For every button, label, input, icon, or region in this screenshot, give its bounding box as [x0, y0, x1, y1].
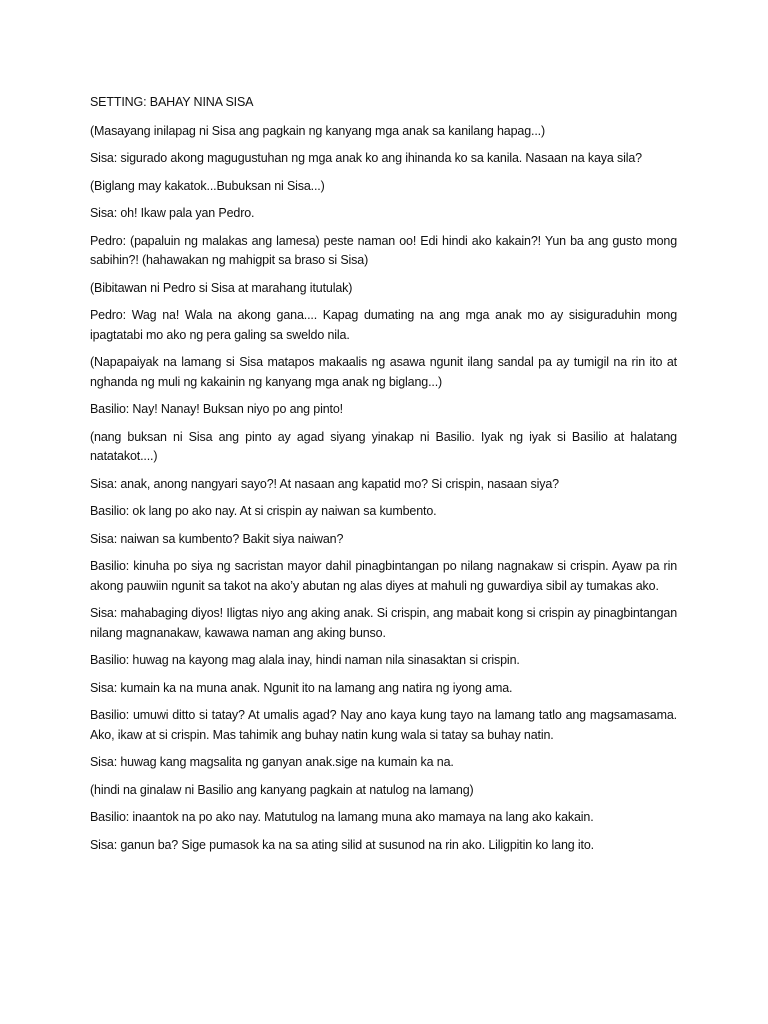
dialogue-line: Basilio: Nay! Nanay! Buksan niyo po ang pinto! [90, 402, 343, 416]
dialogue-line: Pedro: Wag na! Wala na akong gana.... Kapag dumating na ang mga anak mo ay sisiguraduhin mong ipagtatabi mo ako ng pera galing sa sweldo nila. [90, 308, 677, 342]
dialogue-line: Sisa: oh! Ikaw pala yan Pedro. [90, 206, 255, 220]
stage-direction: (Napapaiyak na lamang si Sisa matapos makaalis ng asawa ngunit ilang sandal pa ay tumigil na rin ito at nghanda ng muli ng kakainin ng kanyang mga anak ng biglang...) [90, 355, 677, 389]
dialogue-line: Basilio: ok lang po ako nay. At si crispin ay naiwan sa kumbento. [90, 504, 437, 518]
stage-direction: (Bibitawan ni Pedro si Sisa at marahang itutulak) [90, 280, 353, 295]
setting-heading: SETTING: BAHAY NINA SISA [90, 95, 254, 109]
stage-direction: (hindi na ginalaw ni Basilio ang kanyang pagkain at natulog na lamang) [90, 782, 474, 797]
stage-direction: (Masayang inilapag ni Sisa ang pagkain ng kanyang mga anak sa kanilang hapag...) [90, 123, 545, 138]
dialogue-line: Basilio: inaantok na po ako nay. Matutulog na lamang muna ako mamaya na lang ako kakain. [90, 810, 594, 824]
dialogue-line: Sisa: naiwan sa kumbento? Bakit siya naiwan? [90, 531, 344, 546]
dialogue-line: Sisa: mahabaging diyos! Iligtas niyo ang aking anak. Si crispin, ang mabait kong si crispin ay pinagbintangan nilang magnanakaw, kawawa naman ang aking bunso. [90, 606, 677, 640]
document-body [90, 93, 677, 863]
dialogue-line: Sisa: sigurado akong magugustuhan ng mga anak ko ang ihinanda ko sa kanila. Nasaan na kaya sila? [90, 151, 642, 165]
dialogue-line: Sisa: kumain ka na muna anak. Ngunit ito na lamang ang natira ng iyong ama. [90, 680, 513, 695]
stage-direction: (nang buksan ni Sisa ang pinto ay agad siyang yinakap ni Basilio. Iyak ng iyak si Basilio at halatang natatakot....) [90, 429, 677, 463]
dialogue-line: Basilio: umuwi ditto si tatay? At umalis agad? Nay ano kaya kung tayo na lamang tatlo ang magsamasama. Ako, ikaw at si crispin. Mas tahimik ang buhay natin kung wala si tatay sa buhay natin. [90, 708, 677, 742]
dialogue-line: Basilio: kinuha po siya ng sacristan mayor dahil pinagbintangan po nilang nagnakaw si crispin. Ayaw pa rin akong pauwiin ngunit sa takot na ako’y abutan ng alas diyes at mahuli ng guwardiya sibil ay tumakas ako. [90, 559, 677, 593]
dialogue-line: Pedro: (papaluin ng malakas ang lamesa) peste naman oo! Edi hindi ako kakain?! Yun ba ang gusto mong sabihin?! (hahawakan ng mahigpit sa braso si Sisa) [90, 233, 677, 267]
dialogue-line: Sisa: huwag kang magsalita ng ganyan anak.sige na kumain ka na. [90, 755, 454, 769]
stage-direction: (Biglang may kakatok...Bubuksan ni Sisa...) [90, 178, 325, 193]
dialogue-line: Sisa: anak, anong nangyari sayo?! At nasaan ang kapatid mo? Si crispin, nasaan siya? [90, 476, 559, 491]
dialogue-line: Sisa: ganun ba? Sige pumasok ka na sa ating silid at susunod na rin ako. Liligpitin ko lang ito. [90, 837, 594, 852]
dialogue-line: Basilio: huwag na kayong mag alala inay, hindi naman nila sinasaktan si crispin. [90, 653, 520, 667]
